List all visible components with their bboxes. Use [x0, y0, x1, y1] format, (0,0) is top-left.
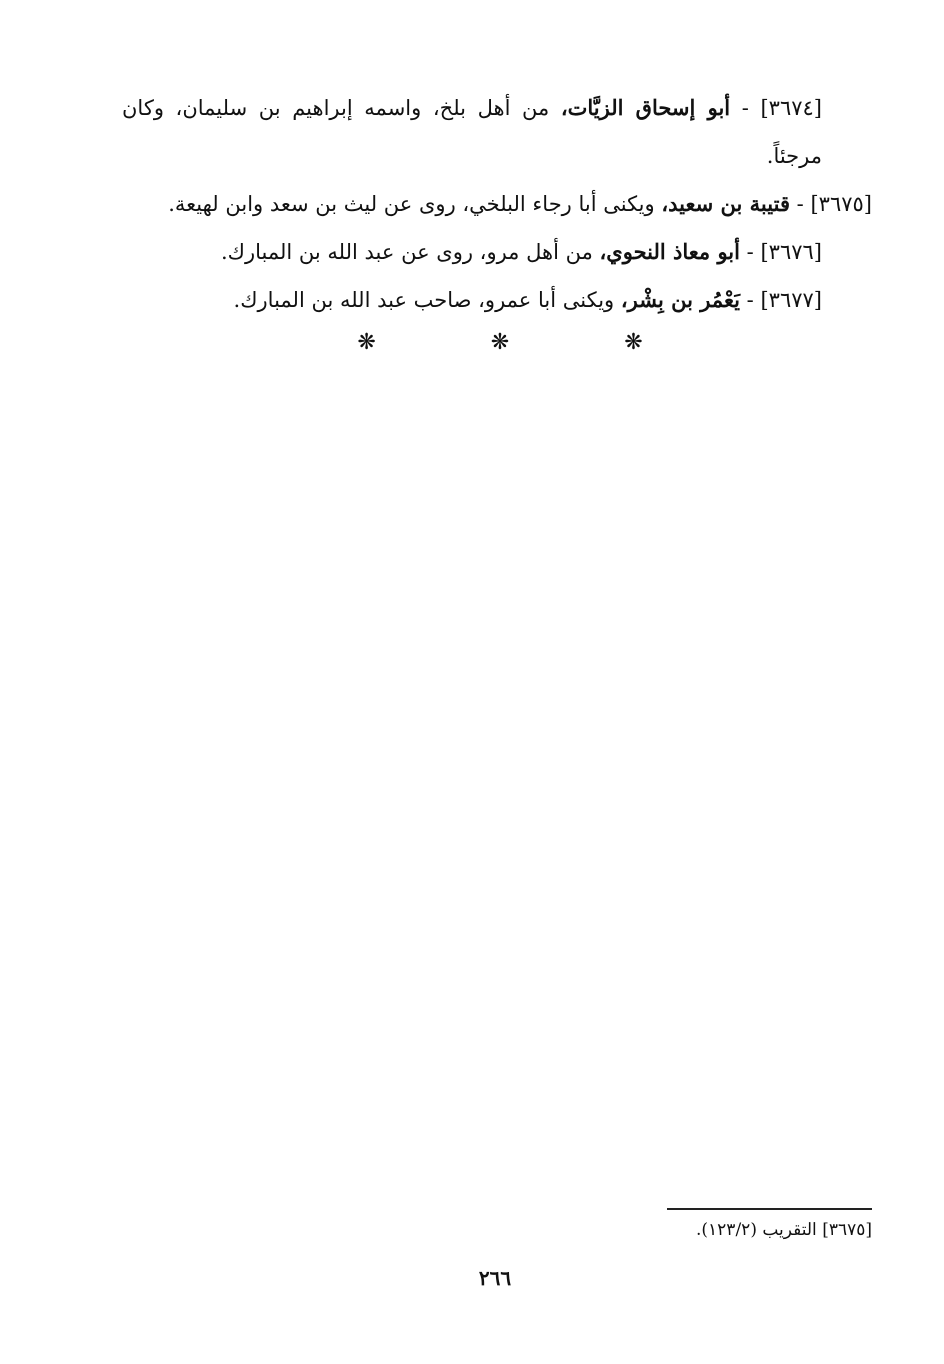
entry-text: ويكنى أبا رجاء البلخي، روى عن ليث بن سعد وابن لهيعة. — [168, 192, 655, 216]
entry-text: ويكنى أبا عمرو، صاحب عبد الله بن المبارك. — [233, 288, 615, 312]
entry-3677 — [122, 276, 822, 324]
entry-dash: - — [746, 240, 754, 264]
entry-name: قتيبة بن سعيد، — [661, 191, 790, 216]
entry-3675 — [122, 180, 872, 228]
entry-text: من أهل مرو، روى عن عبد الله بن المبارك. — [220, 240, 593, 264]
entry-text: من أهل بلخ، واسمه إبراهيم بن سليمان، وكان مرجئاً. — [122, 96, 822, 168]
entry-name: أبو معاذ النحوي، — [599, 239, 740, 264]
page-number: ٢٦٦ — [478, 1266, 512, 1290]
entry-3676 — [122, 228, 822, 276]
section-separator — [0, 330, 944, 355]
entry-dash: - — [746, 288, 754, 312]
entry-number: [٣٦٧٤] — [760, 96, 822, 120]
entry-name: يَعْمُر بن بِشْر، — [620, 287, 740, 312]
entry-number: [٣٦٧٧] — [760, 288, 822, 312]
footnote-divider — [667, 1208, 872, 1210]
asterisk-ornament-icon: ❋ — [624, 330, 643, 355]
entry-name: أبو إسحاق الزيَّات، — [560, 95, 731, 120]
entry-dash: - — [796, 192, 804, 216]
asterisk-ornament-icon: ❋ — [490, 330, 510, 355]
footnote: [٣٦٧٥] التقريب (١٢٣/٢). — [696, 1220, 872, 1240]
entry-dash: - — [741, 96, 749, 120]
entry-3674 — [122, 84, 822, 180]
entries-block — [122, 84, 872, 324]
entry-number: [٣٦٧٦] — [760, 240, 822, 264]
asterisk-ornament-icon: ❋ — [357, 330, 376, 355]
entry-number: [٣٦٧٥] — [810, 192, 872, 216]
